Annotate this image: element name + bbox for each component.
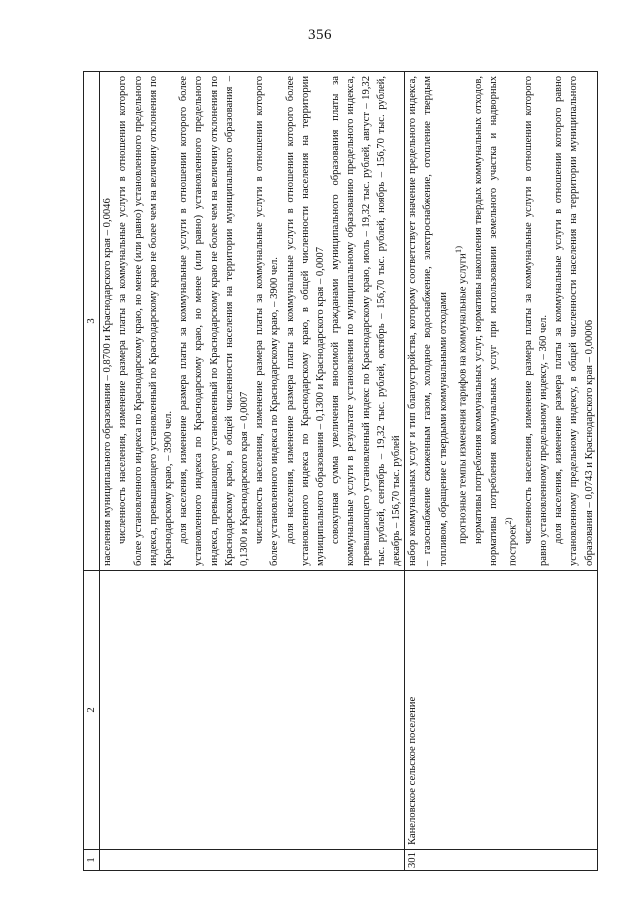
footnote-ref: 2) <box>503 517 514 525</box>
settlement-name: Канеловское сельское поселение <box>405 571 598 850</box>
paragraph: численность населения, изменение размера платы за коммунальные услуги в отношении которого более установленного индекса по Краснодарскому краю, но менее (или равно) установленного предельного индекса, превышающего установленный по Краснодарскому краю не более чем на величину отклонения по Краснодарскому краю, – 3900 чел. <box>117 76 175 566</box>
paragraph: доля населения, изменение размера платы за коммунальные услуги в отношении которого более установленного индекса по Краснодарскому краю, но менее (или равно) установленного предельного индекса, превышающего установленный по Краснодарскому краю не более чем на величину отклонения по Краснодарскому краю, в общей численности населения на территории муниципального образования – 0,1300 и Краснодарского края – 0,0007 <box>178 76 251 566</box>
row-number-cell <box>100 850 405 871</box>
paragraph: доля населения, изменение размера платы за коммунальные услуги в отношении которого более установленного индекса по Краснодарскому краю, в общей численности населения на территории муниципального образования – 0,1300 и Краснодарского края – 0,0007 <box>284 76 327 566</box>
rotated-table-wrapper <box>83 71 595 871</box>
paragraph-text: прогнозные темпы изменения тарифов на коммунальные услуги <box>457 253 469 544</box>
paragraph <box>471 76 521 566</box>
table-row <box>405 72 598 871</box>
header-col-1: 1 <box>84 850 100 871</box>
paragraph: численность населения, изменение размера платы за коммунальные услуги в отношении которого более установленного индекса по Краснодарскому краю, – 3900 чел. <box>254 76 281 566</box>
indicators-cell <box>100 72 405 571</box>
footnote-ref: 1) <box>452 245 463 254</box>
page-number: 356 <box>308 27 332 43</box>
paragraph: набор коммунальных услуг и тип благоустройства, которому соответствует значение предельного индекса, – газоснабжение сжиженным газом, холодное водоснабжение, электроснабжение, отопление твердым топливом, обращение с твердыми коммунальными отходами <box>407 76 449 566</box>
paragraph: населения муниципального образования – 0,8700 и Краснодарского края – 0,0046 <box>102 198 114 566</box>
paragraph <box>451 76 471 566</box>
header-col-3: 3 <box>84 72 100 571</box>
table-header-row <box>84 72 100 871</box>
settlement-table <box>83 71 598 871</box>
paragraph: совокупная сумма увеличения вносимой гражданами муниципального образования платы за коммунальные услуги в результате установления по муниципальному образованию предельного индекса, превышающего установленный индекс по Краснодарскому краю, июль – 19,32 тыс. рублей, август – 19,32 тыс. рублей, сентябрь – 19,32 тыс. рублей, октябрь – 156,70 тыс. рублей, ноябрь – 156,70 тыс. рублей, декабрь – 156,70 тыс. рублей <box>330 76 403 566</box>
settlement-cell <box>100 571 405 850</box>
paragraph: численность населения, изменение размера платы за коммунальные услуги в отношении которого равно установленному предельному индексу, – 360 чел. <box>522 76 549 566</box>
paragraph: доля населения, изменение размера платы за коммунальные услуги в отношении которого равно установленному предельному индексу, в общей численности населения на территории муниципального образования – 0,0743 и Краснодарского края – 0,00006 <box>553 76 595 566</box>
row-number: 301 <box>405 850 598 871</box>
header-col-2: 2 <box>84 571 100 850</box>
paragraph-text: нормативы потребления коммунальных услуг, нормативы накопления твердых коммунальных отходов, нормативы потребления коммунальных услуг при использовании земельного участка и надворных построек <box>472 76 519 566</box>
table-row-continuation <box>100 72 405 871</box>
indicators-cell <box>405 72 598 571</box>
